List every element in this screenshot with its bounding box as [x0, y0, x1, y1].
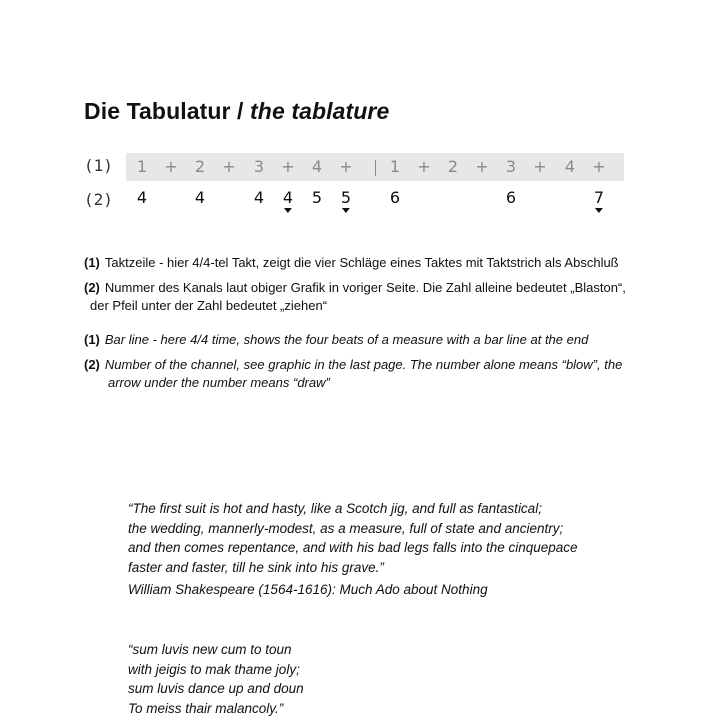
- draw-arrow-icon: [284, 208, 292, 213]
- quote-line: “The first suit is hot and hasty, like a Scotch jig, and full as fantastical;: [128, 501, 542, 516]
- beat: +: [592, 157, 606, 176]
- explanation-number: (2): [84, 280, 100, 295]
- explanation-text: Nummer des Kanals laut obiger Grafik in voriger Seite. Die Zahl alleine bedeutet „Blaston“,: [104, 280, 626, 295]
- beat: +: [339, 157, 353, 176]
- quote-line: with jeigis to mak thame joly;: [128, 661, 300, 677]
- explanation-text-continued: der Pfeil unter der Zahl bedeutet „ziehen“: [90, 298, 328, 313]
- beat: +: [164, 157, 178, 176]
- explanation-de-1: [84, 254, 654, 272]
- scots-quote: [128, 640, 304, 718]
- bar-line: [375, 160, 376, 176]
- beat: 4: [311, 157, 323, 176]
- channel-note-draw: 5: [341, 188, 351, 213]
- explanation-text: Bar line - here 4/4 time, shows the four beats of a measure with a bar line at the end: [104, 332, 589, 347]
- draw-arrow-icon: [342, 208, 350, 213]
- channel-note: 6: [389, 188, 401, 207]
- beat: 1: [389, 157, 401, 176]
- quote-line: faster and faster, till he sink into his grave.”: [128, 559, 384, 575]
- title-german: Die Tabulatur /: [84, 98, 251, 124]
- quote-line: To meiss thair malancoly.”: [128, 700, 284, 716]
- beat: +: [417, 157, 431, 176]
- quote-line: the wedding, mannerly-modest, as a measure, full of state and ancientry;: [128, 520, 564, 536]
- explanation-number: (1): [84, 332, 100, 347]
- quote-line: sum luvis dance up and doun: [128, 681, 304, 696]
- beat: 3: [253, 157, 265, 176]
- explanation-text: Number of the channel, see graphic in the last page. The number alone means “blow”, the: [104, 357, 623, 372]
- explanation-number: (2): [84, 357, 100, 372]
- channel-note: 5: [311, 188, 323, 207]
- beat: +: [222, 157, 236, 176]
- draw-arrow-icon: [595, 208, 603, 213]
- beat: 2: [194, 157, 206, 176]
- explanation-de-2: [84, 279, 654, 315]
- row-label-1: (1): [84, 156, 113, 175]
- explanation-number: (1): [84, 255, 100, 270]
- quote-line: and then comes repentance, and with his bad legs falls into the cinquepace: [128, 540, 578, 555]
- quote-line: “sum luvis new cum to toun: [128, 642, 292, 657]
- explanation-en-2: [84, 356, 654, 392]
- beat: 2: [447, 157, 459, 176]
- channel-note-draw: 4: [283, 188, 293, 213]
- channel-note: 4: [253, 188, 265, 207]
- beat: 1: [136, 157, 148, 176]
- row-label-2: (2): [84, 190, 113, 209]
- channel-note: 6: [505, 188, 517, 207]
- explanation-text: Taktzeile - hier 4/4-tel Takt, zeigt die vier Schläge eines Taktes mit Taktstrich als Abschluß: [104, 255, 619, 270]
- explanation-text-continued: arrow under the number means “draw”: [108, 375, 330, 390]
- page-title: [84, 98, 389, 125]
- title-english: the tablature: [250, 98, 390, 124]
- channel-note: 4: [136, 188, 148, 207]
- channel-note: 4: [194, 188, 206, 207]
- channel-note-draw: 7: [594, 188, 604, 213]
- beat: +: [281, 157, 295, 176]
- quote-attribution: William Shakespeare (1564-1616): Much Ado about Nothing: [128, 582, 488, 597]
- beat: +: [533, 157, 547, 176]
- explanation-en-1: [84, 331, 654, 349]
- shakespeare-quote: [128, 499, 578, 577]
- beat: +: [475, 157, 489, 176]
- beat: 4: [564, 157, 576, 176]
- beat: 3: [505, 157, 517, 176]
